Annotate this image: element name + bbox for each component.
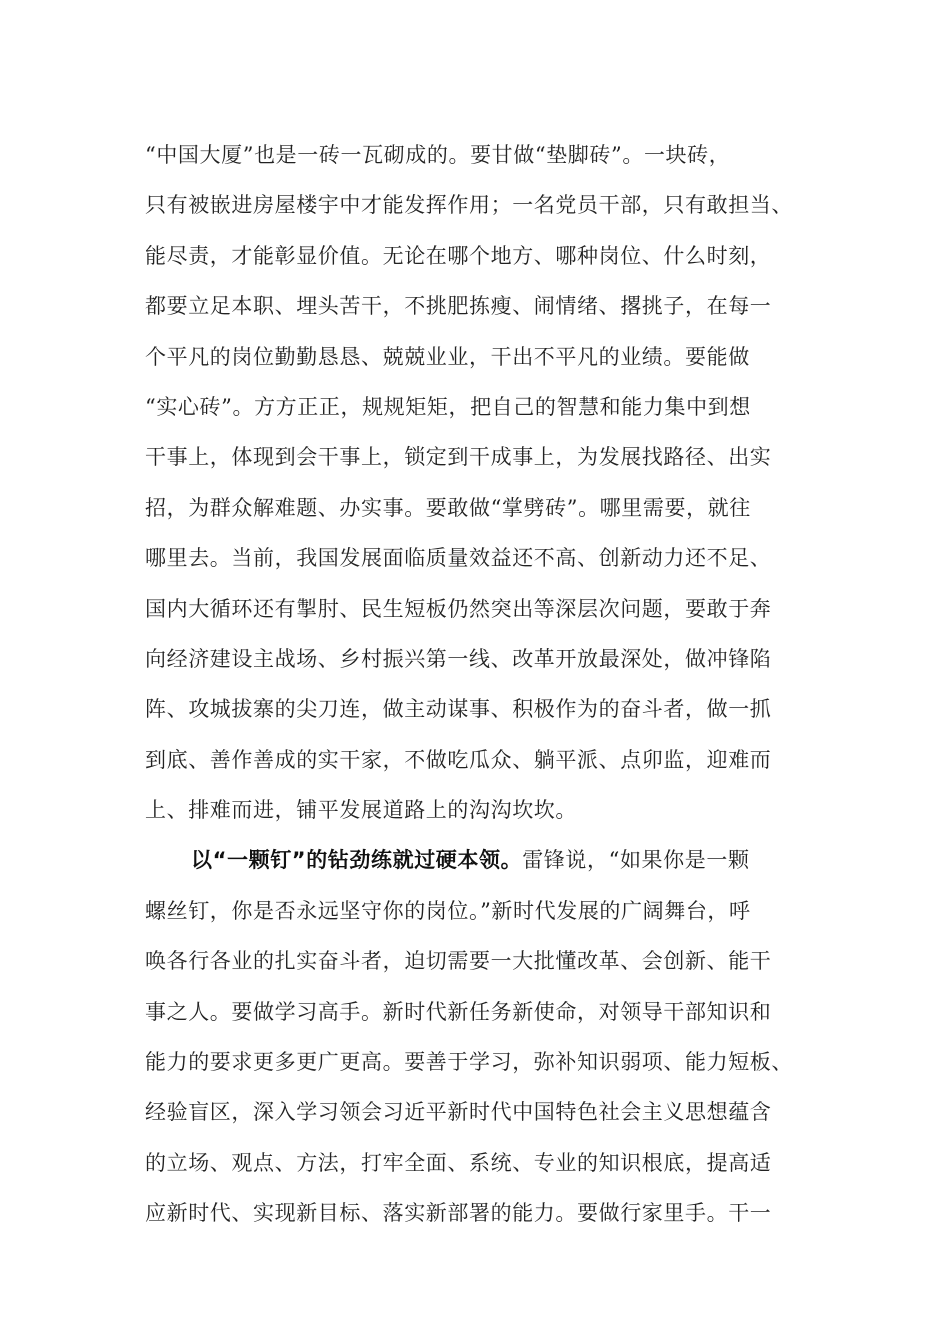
text-line: 干事上，体现到会干事上，锁定到干成事上，为发展找路径、出实 [145,445,772,470]
text-line: 只有被嵌进房屋楼宇中才能发挥作用；一名党员干部，只有敢担当、 [145,193,793,218]
text-line: 能尽责，才能彰显价值。无论在哪个地方、哪种岗位、什么时刻， [145,243,772,268]
text-line: 国内大循环还有掣肘、民生短板仍然突出等深层次问题，要敢于奔 [145,596,772,621]
text-line: “中国大厦”也是一砖一瓦砌成的。要甘做“垫脚砖”。一块砖， [145,143,731,167]
paragraph-1 [145,130,815,835]
text-line: 到底、善作善成的实干家，不做吃瓜众、躺平派、点卯监，迎难而 [145,747,772,772]
text-line: 哪里去。当前，我国发展面临质量效益还不高、创新动力还不足、 [145,546,772,571]
text-line: 阵、攻城拔寨的尖刀连，做主动谋事、积极作为的奋斗者，做一抓 [145,697,772,722]
document-body [145,130,815,1239]
text-line: 应新时代、实现新目标、落实新部署的能力。要做行家里手。干一 [145,1201,772,1226]
text-line: 螺丝钉，你是否永远坚守你的岗位。”新时代发展的广阔舞台，呼 [145,898,751,923]
text-line: 上、排难而进，铺平发展道路上的沟沟坎坎。 [145,798,577,823]
paragraph-2 [145,835,815,1238]
text-line: 招，为群众解难题、办实事。要敢做“掌劈砖”。哪里需要，就往 [145,495,751,520]
text-line: “实心砖”。方方正正，规规矩矩，把自己的智慧和能力集中到想 [145,394,751,419]
paragraph-lead-heading: 以“一颗钉”的钻劲练就过硬本领。 [191,848,523,873]
text-line: 唤各行各业的扎实奋斗者，迫切需要一大批懂改革、会创新、能干 [145,949,772,974]
text-line: 都要立足本职、埋头苦干，不挑肥拣瘦、闹情绪、撂挑子，在每一 [145,294,772,319]
text-line: 个平凡的岗位勤勤恳恳、兢兢业业，干出不平凡的业绩。要能做 [145,344,750,369]
text-line: 向经济建设主战场、乡村振兴第一线、改革开放最深处，做冲锋陷 [145,646,772,671]
text-line: 经验盲区，深入学习领会习近平新时代中国特色社会主义思想蕴含 [145,1100,772,1125]
paragraph-2-first-line [145,835,815,885]
text-line: 事之人。要做学习高手。新时代新任务新使命，对领导干部知识和 [145,999,772,1024]
text-line-rest: 雷锋说，“如果你是一颗 [522,848,750,873]
text-line: 的立场、观点、方法，打牢全面、系统、专业的知识根底，提高适 [145,1150,772,1175]
text-line: 能力的要求更多更广更高。要善于学习，弥补知识弱项、能力短板、 [145,1050,793,1075]
